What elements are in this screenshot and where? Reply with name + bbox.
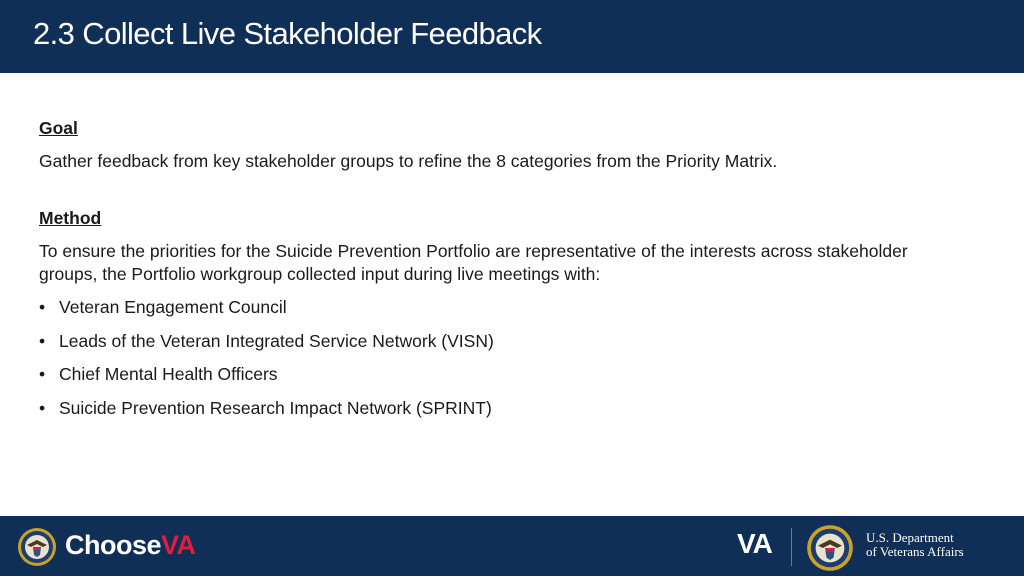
bullet-icon: • bbox=[39, 330, 46, 351]
choose-va-logo bbox=[65, 530, 196, 561]
stakeholder-list bbox=[39, 296, 939, 420]
list-item-text: Chief Mental Health Officers bbox=[59, 364, 278, 384]
va-seal-icon bbox=[806, 524, 854, 572]
list-item bbox=[39, 330, 939, 353]
bullet-icon: • bbox=[39, 364, 46, 384]
bullet-icon: • bbox=[39, 297, 46, 317]
list-item-text: Suicide Prevention Research Impact Network (SPRINT) bbox=[59, 397, 492, 418]
method-heading: Method bbox=[39, 208, 102, 228]
va-seal-icon bbox=[17, 527, 57, 567]
list-item bbox=[39, 363, 939, 386]
list-item bbox=[39, 296, 939, 319]
slide-body bbox=[39, 117, 939, 430]
department-line-1: U.S. Department bbox=[866, 530, 954, 545]
bullet-icon: • bbox=[39, 397, 46, 418]
slide-title: 2.3 Collect Live Stakeholder Feedback bbox=[33, 16, 542, 51]
footer-divider bbox=[791, 528, 792, 566]
va-wordmark: VA bbox=[737, 528, 772, 559]
goal-heading: Goal bbox=[39, 118, 78, 138]
slide-header bbox=[0, 0, 1024, 73]
list-item-text: Leads of the Veteran Integrated Service Network (VISN) bbox=[59, 330, 494, 351]
list-item bbox=[39, 397, 939, 420]
list-item-text: Veteran Engagement Council bbox=[59, 297, 287, 317]
choose-va-logo-prefix: Choose bbox=[65, 530, 162, 560]
method-text: To ensure the priorities for the Suicide Prevention Portfolio are representative of the interests across stakeholder groups, the Portfolio workgroup collected input during live meetings with: bbox=[39, 241, 908, 284]
choose-va-logo-suffix: VA bbox=[161, 530, 196, 560]
department-line-2: of Veterans Affairs bbox=[866, 544, 964, 559]
section-spacer bbox=[39, 173, 939, 207]
goal-text: Gather feedback from key stakeholder groups to refine the 8 categories from the Priority Matrix. bbox=[39, 151, 778, 171]
department-name bbox=[866, 531, 964, 559]
